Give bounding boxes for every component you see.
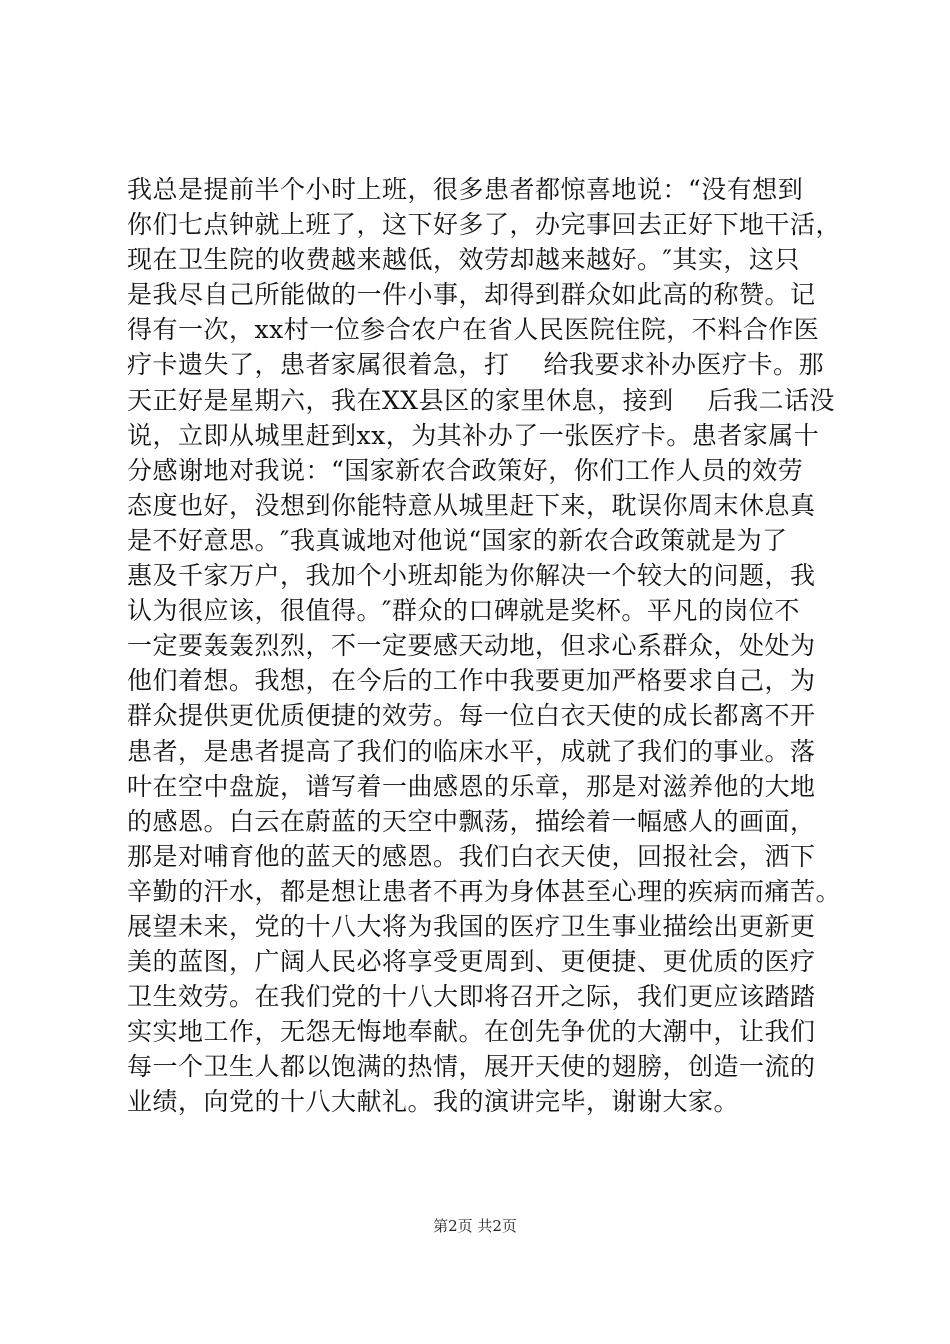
text-line: 态度也好，没想到你能特意从城里赶下来，耽误你周末休息真 [127, 490, 816, 520]
text-line: 天正好是星期六，我在XX县区的家里休息，接到 后我二话没 [127, 385, 836, 415]
text-line: 实实地工作，无怨无悔地奉献。在创先争优的大潮中，让我们 [127, 1017, 816, 1047]
text-line: 现在卫生院的收费越来越低，效劳却越来越好。″其实，这只 [127, 245, 800, 275]
text-line: 你们七点钟就上班了，这下好多了，办完事回去正好下地干活， [127, 210, 842, 240]
text-line: 的感恩。白云在蔚蓝的天空中飘荡，描绘着一幅感人的画面， [127, 806, 816, 836]
text-line: 患者，是患者提高了我们的临床水平，成就了我们的事业。落 [127, 736, 816, 766]
text-line: 业绩，向党的十八大献礼。我的演讲完毕，谢谢大家。 [127, 1087, 740, 1117]
body-text [127, 172, 847, 1120]
text-line: 说，立即从城里赶到xx，为其补办了一张医疗卡。患者家属十 [127, 420, 820, 450]
text-line: 他们着想。我想，在今后的工作中我要更加严格要求自己，为 [127, 666, 816, 696]
text-line: 我总是提前半个小时上班，很多患者都惊喜地说：“没有想到 [127, 175, 804, 204]
text-line: 辛勤的汗水，都是想让患者不再为身体甚至心理的疾病而痛苦。 [127, 876, 842, 906]
text-line: 卫生效劳。在我们党的十八大即将召开之际，我们更应该踏踏 [127, 982, 816, 1012]
text-line: 每一个卫生人都以饱满的热情，展开天使的翅膀，创造一流的 [127, 1052, 816, 1082]
text-line: 疗卡遗失了，患者家属很着急，打 给我要求补办医疗卡。那 [127, 350, 824, 380]
text-line: 一定要轰轰烈烈，不一定要感天动地，但求心系群众，处处为 [127, 631, 816, 661]
text-line: 那是对哺育他的蓝天的感恩。我们白衣天使，回报社会，洒下 [127, 841, 816, 871]
text-line: 是我尽自己所能做的一件小事，却得到群众如此高的称赞。记 [127, 280, 816, 310]
text-line: 群众提供更优质便捷的效劳。每一位白衣天使的成长都离不开 [127, 701, 816, 731]
text-line: 惠及千家万户，我加个小班却能为你解决一个较大的问题，我 [127, 561, 816, 591]
text-line: 叶在空中盘旋，谱写着一曲感恩的乐章，那是对滋养他的大地 [127, 771, 816, 801]
text-line: 是不好意思。″我真诚地对他说“国家的新农合政策就是为了 [127, 525, 788, 555]
text-line: 展望未来，党的十八大将为我国的医疗卫生事业描绘出更新更 [127, 911, 816, 941]
text-line: 美的蓝图，广阔人民必将享受更周到、更便捷、更优质的医疗 [127, 947, 816, 977]
page-number-footer: 第2页 共2页 [433, 1217, 517, 1235]
text-line: 认为很应该，很值得。″群众的口碑就是奖杯。平凡的岗位不 [127, 596, 800, 626]
text-line: 分感谢地对我说：“国家新农合政策好，你们工作人员的效劳 [127, 455, 804, 485]
text-line: 得有一次，xx村一位参合农户在省人民医院住院，不料合作医 [127, 315, 820, 345]
